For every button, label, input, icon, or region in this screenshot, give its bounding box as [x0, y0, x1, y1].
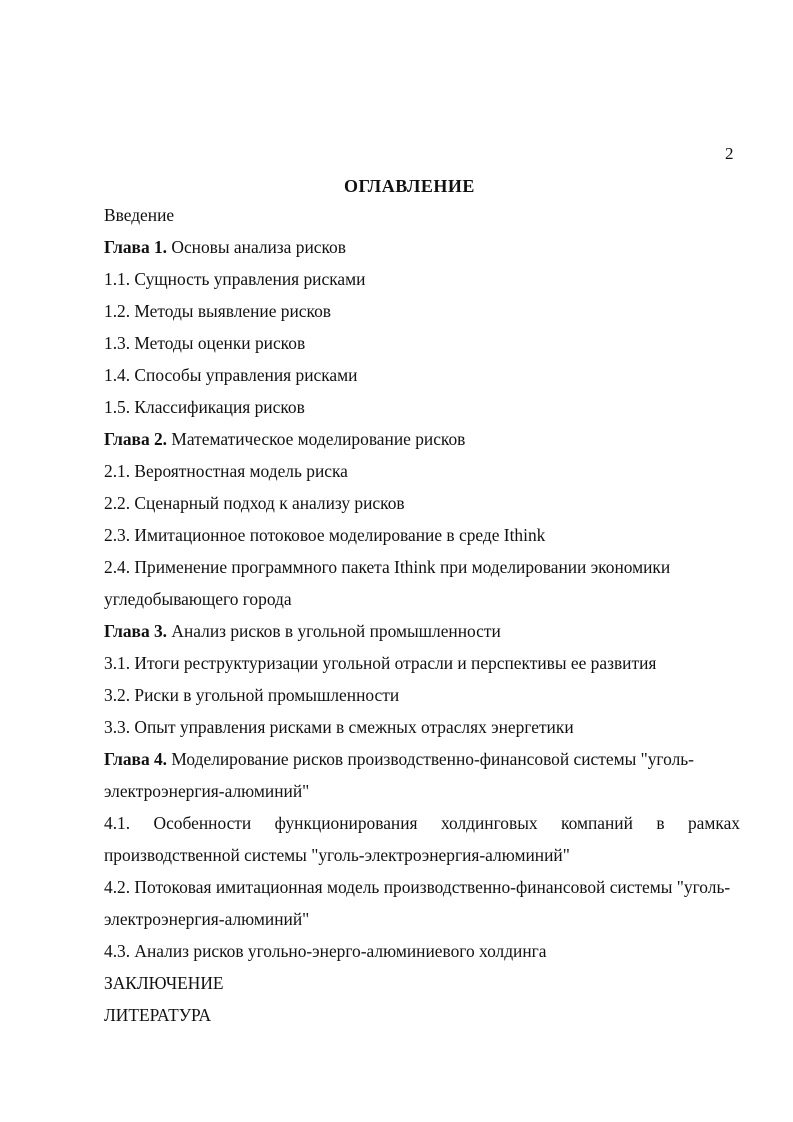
toc-section-2-4: 2.4. Применение программного пакета Ithink при моделировании экономики угледобывающего города — [104, 557, 671, 609]
toc-section-1-5: 1.5. Классификация рисков — [104, 397, 305, 417]
toc-chapter-2 — [104, 423, 740, 455]
page-number: 2 — [725, 144, 734, 163]
toc-entry-conclusion: ЗАКЛЮЧЕНИЕ — [104, 973, 224, 993]
toc-section-1-2: 1.2. Методы выявление рисков — [104, 301, 331, 321]
chapter-2-title: Математическое моделирование рисков — [171, 429, 466, 449]
table-of-contents — [104, 199, 740, 1031]
toc-section-1-4: 1.4. Способы управления рисками — [104, 365, 358, 385]
toc-chapter-4 — [104, 743, 740, 807]
toc-section-2-1: 2.1. Вероятностная модель риска — [104, 461, 348, 481]
chapter-2-label: Глава 2. — [104, 429, 168, 449]
chapter-4-label: Глава 4. — [104, 749, 168, 769]
chapter-3-label: Глава 3. — [104, 621, 168, 641]
toc-entry-introduction: Введение — [104, 205, 175, 225]
toc-section-4-1: 4.1. Особенности функционирования холдинговых компаний в рамках производственной системы "уголь-электроэнергия-алюминий" — [104, 813, 740, 865]
toc-chapter-3 — [104, 615, 740, 647]
chapter-1-label: Глава 1. — [104, 237, 168, 257]
toc-section-1-3: 1.3. Методы оценки рисков — [104, 333, 306, 353]
chapter-4-title: Моделирование рисков производственно-финансовой системы "уголь-электроэнергия-алюминий" — [104, 749, 694, 801]
toc-entry-literature: ЛИТЕРАТУРА — [104, 1005, 212, 1025]
toc-section-3-3: 3.3. Опыт управления рисками в смежных отраслях энергетики — [104, 717, 574, 737]
toc-chapter-1 — [104, 231, 740, 263]
page-title: ОГЛАВЛЕНИЕ — [344, 176, 475, 196]
chapter-1-title: Основы анализа рисков — [171, 237, 346, 257]
toc-section-3-1: 3.1. Итоги реструктуризации угольной отрасли и перспективы ее развития — [104, 653, 657, 673]
toc-section-3-2: 3.2. Риски в угольной промышленности — [104, 685, 400, 705]
toc-section-4-2: 4.2. Потоковая имитационная модель производственно-финансовой системы "уголь-электроэнергия-алюминий" — [104, 877, 731, 929]
toc-section-2-3: 2.3. Имитационное потоковое моделирование в среде Ithink — [104, 525, 546, 545]
toc-section-4-3: 4.3. Анализ рисков угольно-энерго-алюминиевого холдинга — [104, 941, 547, 961]
toc-section-2-2: 2.2. Сценарный подход к анализу рисков — [104, 493, 405, 513]
chapter-3-title: Анализ рисков в угольной промышленности — [171, 621, 501, 641]
toc-section-1-1: 1.1. Сущность управления рисками — [104, 269, 366, 289]
